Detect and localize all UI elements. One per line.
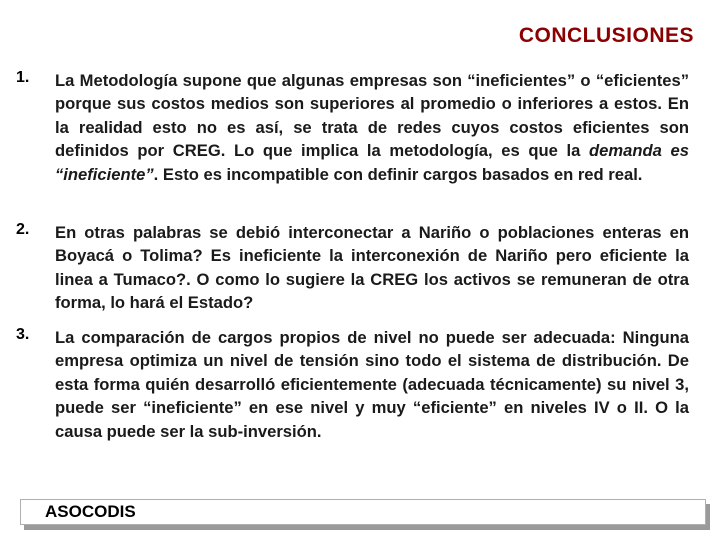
footer-label: ASOCODIS bbox=[45, 502, 136, 521]
item-number: 1. bbox=[16, 69, 30, 86]
item-number: 3. bbox=[16, 326, 30, 343]
item-text-part: . Esto es incompatible con definir cargos basados en red real. bbox=[153, 164, 643, 184]
item-text: En otras palabras se debió interconectar a Nariño o poblaciones enteras en Boyacá o Tolima? Es ineficiente la interconexión de Nariño pero eficiente la linea a Tumaco?. O como lo sugiere la CREG los activos se remuneran de otra forma, lo hará el Estado? bbox=[55, 223, 689, 313]
item-text-italic: demanda es “ineficiente” bbox=[55, 141, 689, 184]
item-text: La comparación de cargos propios de nivel no puede ser adecuada: Ninguna empresa optimiza un nivel de tensión sino todo el sistema de distribución. De esta forma quién desarrolló eficientemente (adecuada técnicamente) su nivel 3, puede ser “ineficiente” en ese nivel y muy “eficiente” en niveles IV o II. O la causa puede ser la sub-inversión. bbox=[55, 328, 689, 441]
footer-bar bbox=[20, 499, 706, 525]
page-title: CONCLUSIONES bbox=[518, 24, 694, 47]
item-text-part: La Metodología supone que algunas empresas son “ineficientes” o “eficientes” porque sus costos medios son superiores al promedio o inferiores a estos. En la realidad esto no es así, se trata de redes cuyos costos eficientes son definidos por CREG. Lo que implica la metodología, es que la bbox=[55, 71, 689, 161]
item-number: 2. bbox=[16, 221, 30, 238]
item-text bbox=[55, 69, 689, 186]
